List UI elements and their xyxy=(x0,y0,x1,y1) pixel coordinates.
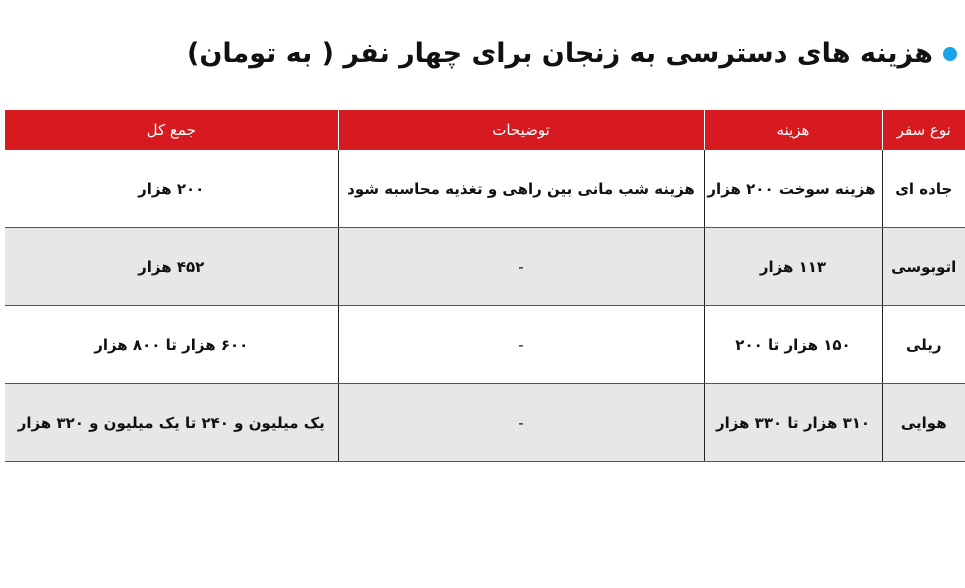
table-row xyxy=(5,150,965,228)
header-notes: توضیحات xyxy=(338,110,704,150)
cell-type: جاده ای xyxy=(882,150,965,228)
cell-cost: ۱۱۳ هزار xyxy=(704,228,882,306)
table-row xyxy=(5,228,965,306)
header-type: نوع سفر xyxy=(882,110,965,150)
cell-notes: - xyxy=(338,384,704,462)
cell-notes: - xyxy=(338,306,704,384)
table-row xyxy=(5,384,965,462)
bullet-dot-icon xyxy=(943,47,957,61)
cell-cost: ۱۵۰ هزار تا ۲۰۰ xyxy=(704,306,882,384)
cell-cost: هزینه سوخت ۲۰۰ هزار xyxy=(704,150,882,228)
table-header-row xyxy=(5,110,965,150)
cell-cost: ۳۱۰ هزار تا ۳۳۰ هزار xyxy=(704,384,882,462)
table-row xyxy=(5,306,965,384)
cell-type: اتوبوسی xyxy=(882,228,965,306)
cell-total: ۴۵۲ هزار xyxy=(5,228,338,306)
header-cost: هزینه xyxy=(704,110,882,150)
cell-notes: هزینه شب مانی بین راهی و تغذیه محاسبه شود xyxy=(338,150,704,228)
cell-notes: - xyxy=(338,228,704,306)
header-total: جمع کل xyxy=(5,110,338,150)
cell-type: ریلی xyxy=(882,306,965,384)
title-row xyxy=(187,38,957,69)
cost-table xyxy=(5,110,965,462)
cell-total: ۶۰۰ هزار تا ۸۰۰ هزار xyxy=(5,306,338,384)
cell-total: ۲۰۰ هزار xyxy=(5,150,338,228)
cell-type: هوایی xyxy=(882,384,965,462)
cell-total: یک میلیون و ۲۴۰ تا یک میلیون و ۳۲۰ هزار xyxy=(5,384,338,462)
page-title: هزینه های دسترسی به زنجان برای چهار نفر ( به تومان) xyxy=(186,38,933,69)
